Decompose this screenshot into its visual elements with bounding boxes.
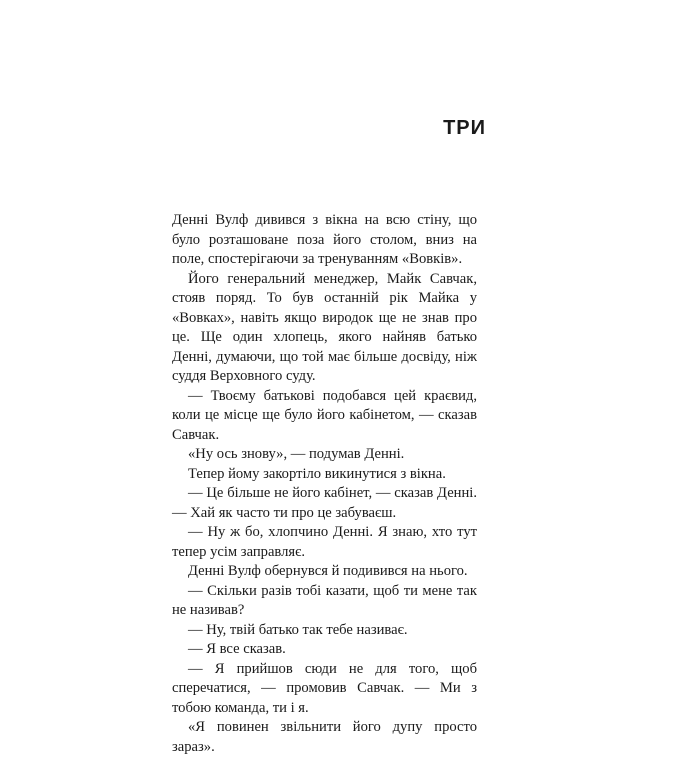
paragraph: — Скільки разів тобі казати, щоб ти мене так не називав? [172,582,477,618]
paragraph: — Ну, твій батько так тебе називає. [188,621,408,638]
paragraph: «Ну ось знову», — подумав Денні. [188,446,405,462]
paragraph: — Я все сказав. [188,641,286,657]
paragraph: — Твоєму батькові подобався цей краєвид, коли це місце ще було його кабінетом, — сказав Савчак. [172,387,477,443]
paragraph: «Я повинен звільнити його дупу просто зараз». [172,719,477,755]
paragraph: Його генеральний менеджер, Майк Савчак, стояв поряд. То був останній рік Майка у «Вовках», навіть якщо виродок ще не знав про це. Ще один хлопець, якого найняв батько Денні, думаючи, що той має більше досвіду, ніж суддя Верховного суду. [172,270,477,384]
paragraph: — Я прийшов сюди не для того, щоб сперечатися, — промовив Савчак. — Ми з тобою команда, ти і я. [172,660,477,716]
paragraph: Тепер йому закортіло викинутися з вікна. [188,465,446,482]
paragraph: — Це більше не його кабінет, — сказав Денні. — Хай як часто ти про це забуваєш. [172,485,477,521]
paragraph: Денні Вулф дивився з вікна на всю стіну, що було розташоване поза його столом, вниз на поле, спостерігаючи за тренуванням «Вовків». [172,212,477,267]
chapter-title: ТРИ [443,117,486,139]
paragraph: — Ну ж бо, хлопчино Денні. Я знаю, хто тут тепер усім заправляє. [172,524,477,560]
paragraph: Денні Вулф обернувся й подивився на нього. [188,563,468,579]
chapter-body [172,211,477,757]
